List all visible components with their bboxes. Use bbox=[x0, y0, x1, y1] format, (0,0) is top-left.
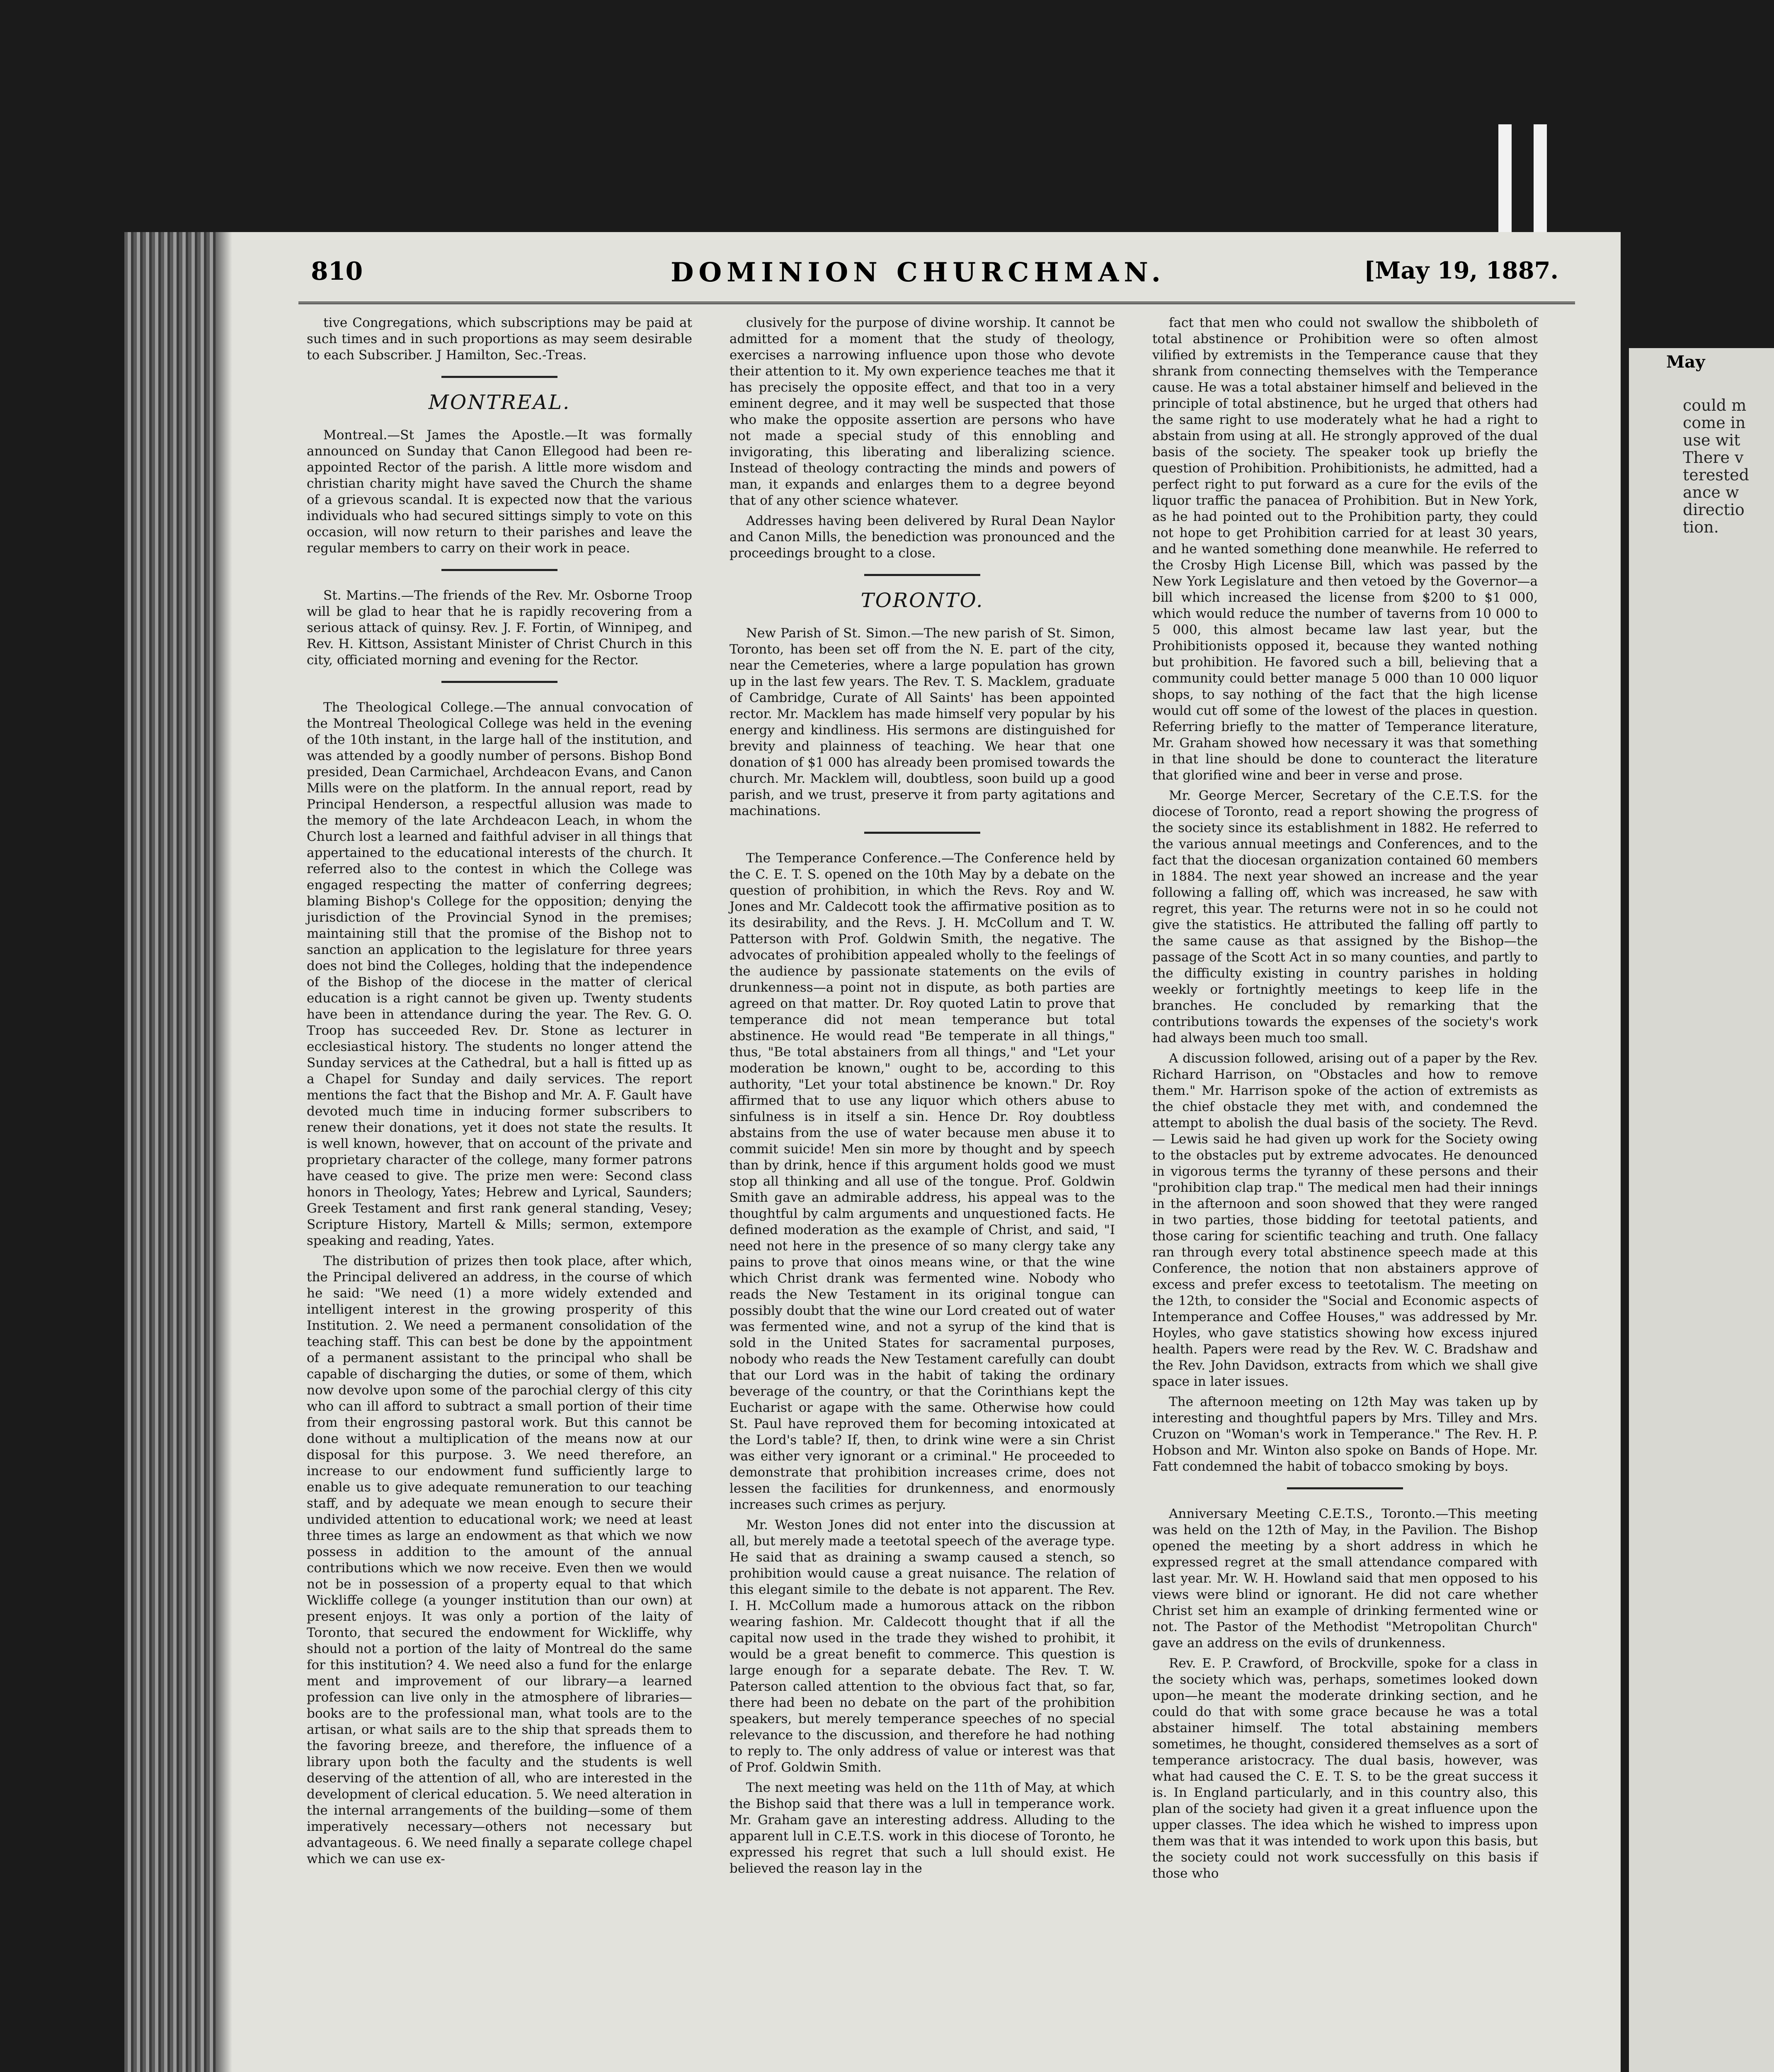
column-1 bbox=[307, 315, 692, 1871]
newspaper-page bbox=[216, 232, 1621, 2072]
article-paragraph: tive Congregations, which subscriptions may be paid at such times and in such proportions as may seem desirable to each Subscriber. J Hamilton, Sec.-Treas. bbox=[307, 315, 692, 363]
column-3 bbox=[1152, 315, 1538, 1886]
page-header bbox=[216, 257, 1621, 290]
article-paragraph: The Temperance Conference.—The Conference held by the C. E. T. S. opened on the 10th May by a debate on the question of prohibition, in which the Revs. Roy and W. Jones and Mr. Caldecott took the affirmative position as to its desirability, and the Revs. J. H. McCollum and T. W. Patterson with Prof. Goldwin Smith, the negative. The advocates of prohibition appealed wholly to the feelings of the audience by passionate statements on the evils of drunkenness—a point not in dispute, as both parties are agreed on that matter. Dr. Roy quoted Latin to prove that temperance did not mean temperance but total abstinence. He would read "Be temperate in all things," thus, "Be total abstainers from all things," and "Let your moderation be known," ought to be, according to this authority, "Let your total abstinence be known." Dr. Roy affirmed that to use any liquor which others abuse to sinfulness is in itself a sin. Hence Dr. Roy doubtless abstains from the use of water because men abuse it to commit suicide! Men sin more by thought and by speech than by drink, hence if this argument holds good we must stop all thinking and all use of the tongue. Prof. Goldwin Smith gave an admirable address, his appeal was to the thoughtful by calm arguments and unquestioned facts. He defined moderation as the example of Christ, and said, "I need not here in the presence of so many clergy take any pains to prove that oinos means wine, or that the wine which Christ drank was fermented wine. Nobody who reads the New Testament in its original tongue can possibly doubt that the wine our Lord created out of water was fermented wine, and not a syrup of the kind that is sold in the United States for sacramental purposes, nobody who reads the New Testament carefully can doubt that our Lord was in the habit of taking the ordinary beverage of the country, or that the Corinthians kept the Eucharist or agape with the same. Otherwise how could St. Paul have reproved them for becoming intoxicated at the Lord's table? If, then, to drink wine were a sin Christ was either very ignorant or a criminal." He proceeded to demonstrate that prohibition increases crime, does not lessen the facilities for drunkenness, and enormously increases such crimes as perjury. bbox=[729, 851, 1115, 1512]
section-divider bbox=[441, 376, 557, 378]
article-paragraph: Rev. E. P. Crawford, of Brockville, spoke for a class in the society which was, perhaps, sometimes looked down upon—he meant the moderate drinking section, and he could do that with some grace because he was a total abstainer himself. The total abstaining members sometimes, he thought, considered themselves as a sort of temperance aristocracy. The dual basis, however, was what had caused the C. E. T. S. to be the great success it is. In England particularly, and in this country also, this plan of the society had given it a great influence upon the upper classes. The idea which he wished to impress upon them was that it was intended to work upon this basis, but the society could not work successfully on this basis if those who bbox=[1152, 1656, 1538, 1881]
article-paragraph: St. Martins.—The friends of the Rev. Mr. Osborne Troop will be glad to hear that he is rapidly recovering from a serious attack of quinsy. Rev. J. F. Fortin, of Winnipeg, and Rev. H. Kittson, Assistant Minister of Christ Church in this city, officiated morning and evening for the Rector. bbox=[307, 588, 692, 668]
article-paragraph: The Theological College.—The annual convocation of the Montreal Theological College was held in the evening of the 10th instant, in the large hall of the institution, and was attended by a goodly number of persons. Bishop Bond presided, Dean Carmichael, Archdeacon Evans, and Canon Mills were on the platform. In the annual report, read by Principal Henderson, a respectful allusion was made to the memory of the late Archdeacon Leach, in whom the Church lost a learned and faithful adviser in all things that appertained to the educational interests of the church. It referred also to the contest in which the College was engaged respecting the matter of conferring degrees; blaming Bishop's College for the opposition; denying the jurisdiction of the Provincial Synod in the premises; maintaining still that the promise of the Bishop not to sanction an application to the legislature for three years does not bind the Colleges, holding that the independence of the Bishop of the diocese in the matter of clerical education is a right cannot be given up. Twenty students have been in attendance during the year. The Rev. G. O. Troop has succeeded Rev. Dr. Stone as lecturer in ecclesiastical history. The students no longer attend the Sunday services at the Cathedral, but a hall is fitted up as a Chapel for Sunday and daily services. The report mentions the fact that the Bishop and Mr. A. F. Gault have devoted much time in inducing former subscribers to renew their donations, yet it does not state the results. It is well known, however, that on account of the private and proprietary character of the college, many former patrons have ceased to give. The prize men were: Second class honors in Theology, Yates; Hebrew and Lyrical, Saunders; Greek Testament and first rank general standing, Vesey; Scripture History, Martell & Mills; sermon, extempore speaking and reading, Yates. bbox=[307, 700, 692, 1248]
facing-page-header: May bbox=[1666, 352, 1705, 372]
article-paragraph: Mr. George Mercer, Secretary of the C.E.T.S. for the diocese of Toronto, read a report showing the progress of the society since its establishment in 1882. He referred to the various annual meetings and Conferences, and to the fact that the diocesan organization contained 60 members in 1884. The next year showed an increase and the year following a falling off, which was increased, he saw with regret, this year. The returns were not in so he could not give the statistics. He attributed the falling off partly to the same cause as that assigned by the Bishop—the passage of the Scott Act in so many counties, and partly to the difficulty existing in country parishes in holding weekly or fortnightly meetings to keep life in the branches. He concluded by remarking that the contributions towards the expenses of the society's work had always been much too small. bbox=[1152, 788, 1538, 1046]
masthead: DOMINION CHURCHMAN. bbox=[671, 257, 1166, 288]
issue-date: [May 19, 1887. bbox=[1364, 257, 1558, 284]
article-paragraph: Montreal.—St James the Apostle.—It was formally announced on Sunday that Canon Ellegood had been re-appointed Rector of the parish. A little more wisdom and christian charity might have saved the Church the shame of a grievous scandal. It is expected now that the various individuals who had secured sittings simply to vote on this occasion, will now return to their parishes and leave the regular members to carry on their work in peace. bbox=[307, 428, 692, 556]
article-paragraph: The distribution of prizes then took place, after which, the Principal delivered an address, in the course of which he said: "We need (1) a more widely extended and intelligent interest in the growing prosperity of this Institution. 2. We need a permanent consolidation of the teaching staff. This can best be done by the appointment of a permanent assistant to the principal who shall be capable of discharging the duties, or some of them, which now devolve upon some of the parochial clergy of this city who can ill afford to subtract a small portion of their time from their engrossing pastoral work. But this cannot be done without a multiplication of the means now at our disposal for this purpose. 3. We need therefore, an increase to our endowment fund sufficiently large to enable us to give adequate remuneration to our teaching staff, and by adequate we mean enough to secure their undivided attention to educational work; we need at least three times as large an endowment as that which we now possess in addition to the amount of the annual contributions which we now receive. Even then we would not be in possession of a property equal to that which Wickliffe college (a younger institution than our own) at present enjoys. It was only a portion of the laity of Toronto, that secured the endowment for Wickliffe, why should not a portion of the laity of Montreal do the same for this institution? 4. We need also a fund for the enlarge ment and improvement of our library—a learned profession can live only in the atmosphere of libraries—books are to the professional man, what tools are to the artisan, or what sails are to the ship that spreads them to the favoring breeze, and therefore, the influence of a library upon both the faculty and the students is well deserving of the attention of all, who are interested in the development of clerical education. 5. We need alteration in the internal arrangements of the building—some of them imperatively necessary—others not necessary but advantageous. 6. We need finally a separate college chapel which we can use ex- bbox=[307, 1254, 692, 1866]
article-paragraph: New Parish of St. Simon.—The new parish of St. Simon, Toronto, has been set off from the N. E. part of the city, near the Cemeteries, where a large population has grown up in the last few years. The Rev. T. S. Macklem, graduate of Cambridge, Curate of All Saints' has been appointed rector. Mr. Macklem has made himself very popular by his energy and kindliness. His sermons are distinguished for brevity and plainness of teaching. We hear that one donation of $1 000 has already been promised towards the church. Mr. Macklem will, doubtless, soon build up a good parish, and we trust, preserve it from party agitations and machinations. bbox=[729, 626, 1115, 818]
section-divider bbox=[1287, 1487, 1403, 1489]
header-rule bbox=[298, 302, 1575, 304]
article-paragraph: A discussion followed, arising out of a paper by the Rev. Richard Harrison, on "Obstacles and how to remove them." Mr. Harrison spoke of the action of extremists as the chief obstacle they met with, and condemned the attempt to abolish the dual basis of the society. The Revd. — Lewis said he had given up work for the Society owing to the obstacles put by extreme advocates. He denounced in vigorous terms the tyranny of these persons and their "prohibition clap trap." The medical men had their innings in the afternoon and soon showed that they were ranged in two parties, those bidding for teetotal patients, and those caring for scientific teaching and truth. One fallacy ran through every total abstinence speech made at this Conference, the notion that non abstainers approve of excess and prefer excess to teetotalism. The meeting on the 12th, to consider the "Social and Economic aspects of Intemperance and Coffee Houses," was addressed by Mr. Hoyles, who gave statistics showing how excess injured health. Papers were read by the Rev. W. C. Bradshaw and the Rev. John Davidson, extracts from which we shall give space in later issues. bbox=[1152, 1051, 1538, 1389]
article-paragraph: Addresses having been delivered by Rural Dean Naylor and Canon Mills, the benediction was pronounced and the proceedings brought to a close. bbox=[729, 513, 1115, 561]
section-divider bbox=[441, 569, 557, 571]
article-paragraph: Anniversary Meeting C.E.T.S., Toronto.—This meeting was held on the 12th of May, in the Pavilion. The Bishop opened the meeting by a short address in which he expressed regret at the small attendance compared with last year. Mr. W. H. Howland said that men opposed to his views were blind or ignorant. He did not care whether Christ set him an example of drinking fermented wine or not. The Pastor of the Methodist "Metropolitan Church" gave an address on the evils of drunkenness. bbox=[1152, 1506, 1538, 1651]
page-number: 810 bbox=[311, 257, 363, 286]
book-page-edge bbox=[124, 232, 220, 2072]
article-paragraph: fact that men who could not swallow the shibboleth of total abstinence or Prohibition were so often almost vilified by extremists in the Temperance cause that they shrank from connecting themselves with the Temperance cause. He was a total abstainer himself and believed in the principle of total abstinence, but he urged that others had the same right to use moderately what he had a right to abstain from using at all. He strongly approved of the dual basis of the society. The speaker took up briefly the question of Prohibition. Prohibitionists, he admitted, had a perfect right to put forward as a cure for the evils of the liquor traffic the panacea of Prohibition. But in New York, as he had pointed out to the Prohibition party, they could not hope to get Prohibition carried for at least 30 years, and he wanted something done meanwhile. He referred to the Crosby High License Bill, which was passed by the New York Legislature and then vetoed by the Governor—a bill which increased the license from $200 to $1 000, which would reduce the number of taverns from 10 000 to 5 000, this almost became law last year, but the Prohibitionists opposed it, because they wanted nothing but prohibition. He favored such a bill, believing that a community could better manage 5 000 than 10 000 liquor shops, to say nothing of the fact that the high license would cut off some of the lowest of the places in question. Referring briefly to the matter of Temperance literature, Mr. Graham showed how necessary it was that something in that line should be done to counteract the literature that glorified wine and beer in verse and prose. bbox=[1152, 315, 1538, 783]
facing-page-text: could m come in use wit There v terested ance w directio tion. bbox=[1683, 396, 1749, 536]
article-paragraph: Mr. Weston Jones did not enter into the discussion at all, but merely made a teetotal speech of the average type. He said that as draining a swamp caused a stench, so prohibition would cause a great nuisance. The relation of this elegant simile to the debate is not apparent. The Rev. I. H. McCollum made a humorous attack on the ribbon wearing fashion. Mr. Caldecott thought that if all the capital now used in the trade they wished to prohibit, it would be a great benefit to commerce. This question is large enough for a separate debate. The Rev. T. W. Paterson called attention to the obvious fact that, so far, there had been no debate on the part of the prohibition speakers, but merely temperance speeches of no special relevance to the discussion, and therefore he had nothing to reply to. The only address of value or interest was that of Prof. Goldwin Smith. bbox=[729, 1518, 1115, 1775]
section-divider bbox=[864, 832, 980, 834]
section-divider bbox=[864, 574, 980, 576]
section-divider bbox=[441, 681, 557, 683]
facing-page bbox=[1629, 348, 1774, 2072]
article-paragraph: The next meeting was held on the 11th of May, at which the Bishop said that there was a lull in temperance work. Mr. Graham gave an interesting address. Alluding to the apparent lull in C.E.T.S. work in this diocese of Toronto, he expressed his regret that such a lull should exist. He believed the reason lay in the bbox=[729, 1780, 1115, 1876]
section-title-montreal: MONTREAL. bbox=[428, 391, 571, 414]
article-paragraph: clusively for the purpose of divine worship. It cannot be admitted for a moment that the study of theology, exercises a narrowing influence upon those who devote their attention to it. My own experience teaches me that it has precisely the opposite effect, and that too in a very eminent degree, and it may well be suspected that those who make the opposite assertion are persons who have not made a special study of this ennobling and invigorating, this liberating and liberalizing science. Instead of theology contracting the minds and powers of man, it expands and enlarges them to a degree beyond that of any other science whatever. bbox=[729, 315, 1115, 508]
page-gutter-shadow bbox=[216, 232, 232, 2072]
section-title-toronto: TORONTO. bbox=[860, 589, 984, 612]
column-2 bbox=[729, 315, 1115, 1881]
article-paragraph: The afternoon meeting on 12th May was taken up by interesting and thoughtful papers by Mrs. Tilley and Mrs. Cruzon on "Woman's work in Temperance." The Rev. H. P. Hobson and Mr. Winton also spoke on Bands of Hope. Mr. Fatt condemned the habit of tobacco smoking by boys. bbox=[1152, 1394, 1538, 1474]
